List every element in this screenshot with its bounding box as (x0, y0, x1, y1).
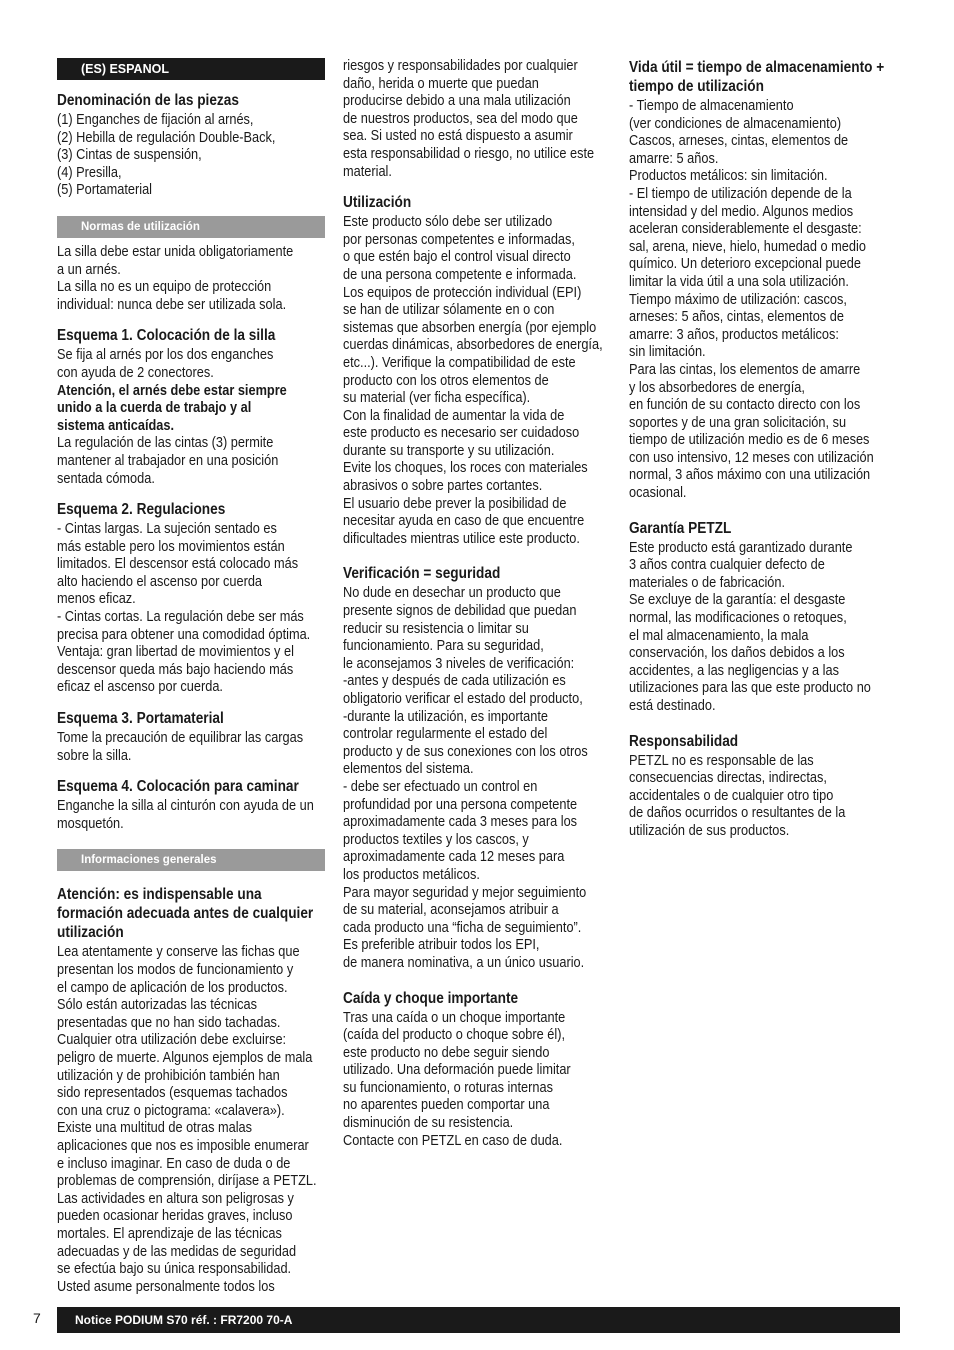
section-text-verification: No dude en desechar un producto que presente signos de debilidad que puedan reducir su resistencia o limitar su funcionamiento. Para su seguridad, le aconsejamos 3 niveles de verificación: -antes y después de cada utilización es obligatorio verificar el estado del producto, -durante la utilización, es importante controlar regularmente el estado del producto y de sus conexiones con los otros elementos del sistema. - debe ser efectuado un control en profundidad por una persona competente aproximadamente cada 3 meses para los productos textiles y los cascos, y aproximadamente cada 12 meses para los productos metálicos. Para mayor seguridad y mejor seguimiento de su material, aconsejamos atribuir a cada producto una “ficha de seguimiento”. Es preferible atribuir todos los EPI, de manera nominativa, a un único usuario. (343, 585, 588, 971)
section-text-training: Lea atentamente y conserve las fichas que presentan los modos de funcionamiento y el campo de aplicación de los productos. Sólo están autorizadas las técnicas presentadas que no han sido tachadas. Cualquier otra utilización debe excluirse: peligro de muerte. Algunos ejemplos de mala utilización y de prohibición también han sido representados (esquemas tachados con una cruz o pictograma: «calavera»). Existe una multitud de otras malas aplicaciones que nos es imposible enumerar e incluso imaginar. En caso de duda o de problemas de comprensión, diríjase a PETZL. Las actividades en altura son peligrosas y pueden ocasionar heridas graves, incluso mortales. El aprendizaje de las técnicas adecuadas y de las medidas de seguridad se efectúa bajo su única responsabilidad. Usted asume personalmente todos los (57, 944, 317, 1295)
section-text-scheme-1-b: La regulación de las cintas (3) permite mantener al trabajador en una posición sentada cómoda. (57, 435, 279, 487)
section-warning-scheme-1: Atención, el arnés debe estar siempre unido a la cuerda de trabajo y al sistema anticaídas. (57, 382, 287, 434)
section-title-scheme-4: Esquema 4. Colocación para caminar (57, 778, 299, 796)
section-bar-usage-rules: Normas de utilización (57, 216, 325, 238)
section-title-scheme-3: Esquema 3. Portamaterial (57, 710, 224, 728)
language-header: (ES) ESPANOL (57, 58, 325, 80)
section-bar-general-info: Informaciones generales (57, 849, 325, 871)
section-text-scheme-1: Se fija al arnés por los dos enganches con ayuda de 2 conectores. (57, 347, 274, 381)
page-number: 7 (33, 1310, 41, 1326)
column-1 (57, 58, 325, 1296)
section-title-lifetime: Vida útil = tiempo de almacenamiento + tiempo de utilización (629, 59, 885, 95)
section-title-responsibility: Responsabilidad (629, 732, 739, 750)
section-text-scheme-2: - Cintas largas. La sujeción sentado es más estable pero los movimientos están limitados. El descensor está colocado más alto haciendo el ascenso por cuerda menos eficaz. - Cintas cortas. La regulación debe ser más precisa para obtener una comodidad óptima. Ventaja: gran libertad de movimientos y el descensor queda más bajo haciendo más eficaz el ascenso por cuerda. (57, 521, 311, 696)
footer-notice-bar: Notice PODIUM S70 réf. : FR7200 70-A (57, 1307, 900, 1333)
section-title-use: Utilización (343, 194, 412, 212)
section-text-fall: Tras una caída o un choque importante (caída del producto o choque sobre él), este producto no debe seguir siendo utilizado. Una deformación puede limitar su funcionamiento, o roturas internas no aparentes pueden comportar una disminución de su resistencia. Contacte con PETZL en caso de duda. (343, 1009, 571, 1149)
section-title-scheme-1: Esquema 1. Colocación de la silla (57, 327, 276, 345)
section-text-warranty: Este producto está garantizado durante 3 años contra cualquier defecto de materiales o de fabricación. Se excluye de la garantía: el desgaste normal, las modificaciones o retoques, el mal almacenamiento, la mala conservación, los daños debidos a los accidentes, a las negligencias y a las utilizaciones para las que este producto no está destinado. (629, 539, 871, 714)
section-text-responsibility: PETZL no es responsable de las consecuencias directas, indirectas, accidentales o de cualquier otro tipo de daños ocurridos o resultantes de la utilización de sus productos. (629, 752, 846, 839)
section-text-usage-rules: La silla debe estar unida obligatoriamente a un arnés. La silla no es un equipo de protección individual: nunca debe ser utilizada sola. (57, 243, 294, 313)
column-2 (343, 58, 609, 1150)
section-title-warranty: Garantía PETZL (629, 519, 732, 537)
section-text-scheme-4: Enganche la silla al cinturón con ayuda de un mosquetón. (57, 798, 314, 832)
section-title-scheme-2: Esquema 2. Regulaciones (57, 501, 226, 519)
section-title-training: Atención: es indispensable una formación adecuada antes de cualquier utilización (57, 886, 314, 942)
section-title-verification: Verificación = seguridad (343, 565, 501, 583)
section-title-fall: Caída y choque importante (343, 989, 519, 1007)
section-text-parts: (1) Enganches de fijación al arnés, (2) Hebilla de regulación Double-Back, (3) Cintas de suspensión, (4) Presilla, (5) Portamaterial (57, 112, 276, 199)
section-text-lifetime: - Tiempo de almacenamiento (ver condiciones de almacenamiento) Cascos, arneses, cintas, elementos de amarre: 5 años. Productos metálicos: sin limitación. - El tiempo de utilización depende de la intensidad y del medio. Algunos medios aceleran considerablemente el desgaste: sal, arena, nieve, hielo, humedad o medio químico. Un deterioro excepcional puede limitar la vida útil a una sola utilización. Tiempo máximo de utilización: cascos, arneses: 5 años, cintas, elementos de amarre: 3 años, productos metálicos: sin limitación. Para las cintas, los elementos de amarre y los absorbedores de energía, en función de su contacto directo con los soportes y de una gran solicitación, su tiempo de utilización medio es de 6 meses con uso intensivo, 12 meses con utilización normal, 3 años máximo con una utilización ocasional. (629, 98, 874, 502)
column-3 (629, 58, 897, 841)
section-text-use: Este producto sólo debe ser utilizado por personas competentes e informadas, o que estén bajo el control visual directo de una persona competente e informada. Los equipos de protección individual (EPI) se han de utilizar sólamente en o con sistemas que absorben energía (por ejemplo cuerdas dinámicas, absorbedores de energía, etc...). Verifique la compatibilidad de este producto con los otros elementos de su material (ver ficha específica). Con la finalidad de aumentar la vida de este producto es necesario ser cuidadoso durante su transporte y su utilización. Evite los choques, los roces con materiales abrasivos o sobre partes cortantes. El usuario debe prever la posibilidad de necesitar ayuda en caso de que encuentre dificultades mientras utilice este producto. (343, 214, 603, 547)
section-text-scheme-3: Tome la precaución de equilibrar las cargas sobre la silla. (57, 730, 304, 764)
section-title-parts: Denominación de las piezas (57, 92, 239, 109)
section-text-continued: riesgos y responsabilidades por cualquier daño, herida o muerte que puedan producirse debido a una mala utilización de nuestros productos, sea del modo que sea. Si usted no está dispuesto a asumir esta responsabilidad o riesgo, no utilice este material. (343, 58, 595, 180)
